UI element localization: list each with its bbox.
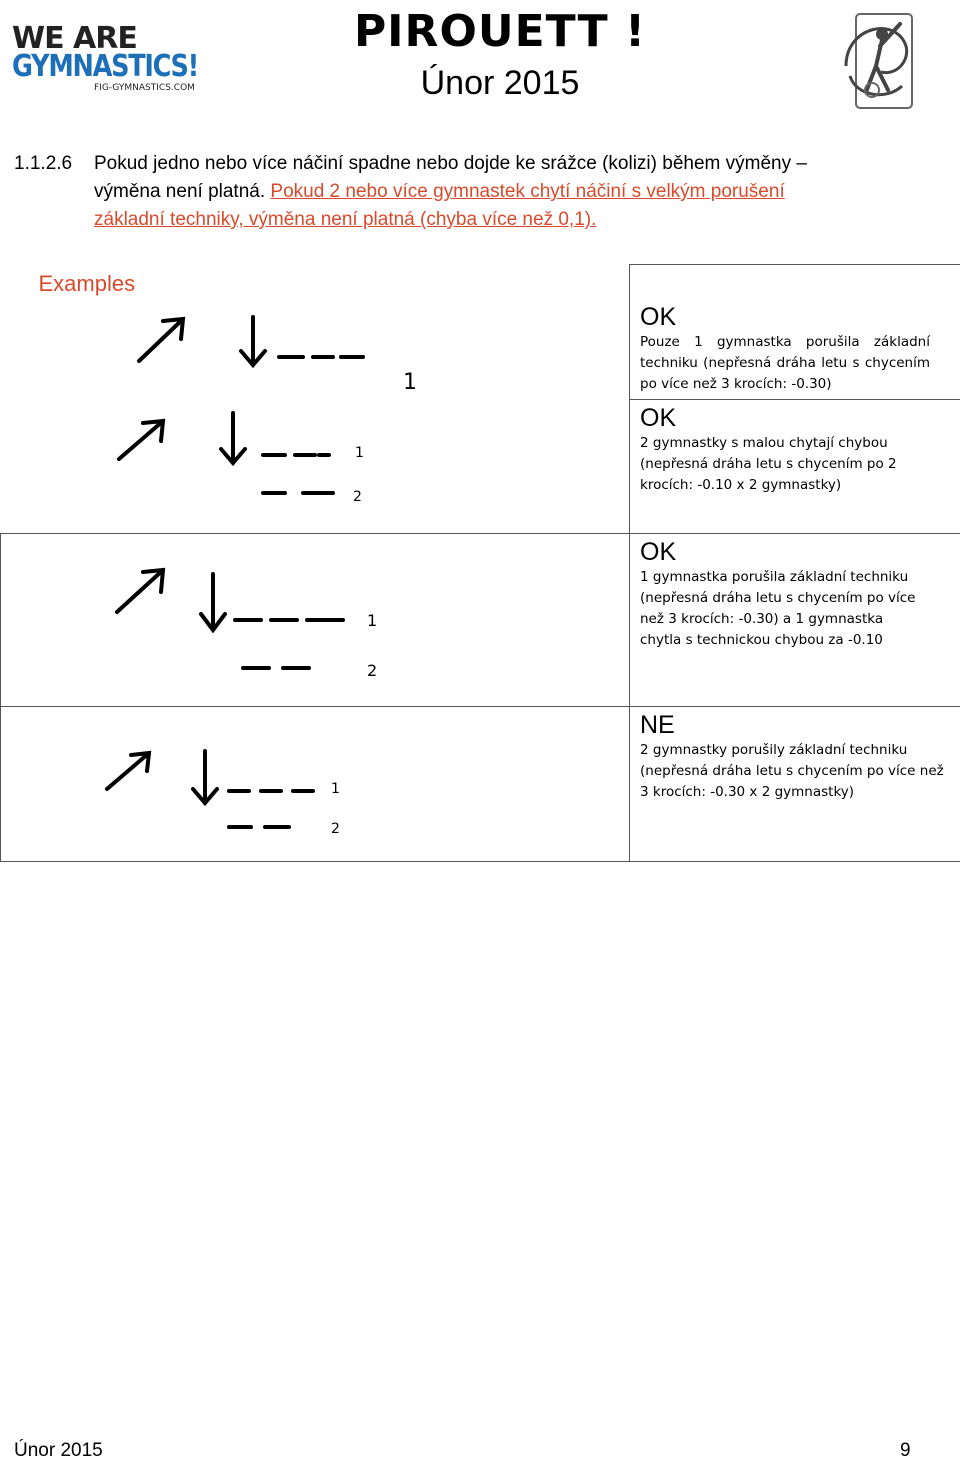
logo-line3: FIG-GYMNASTICS.COM xyxy=(94,83,195,93)
figure-label-b: 2 xyxy=(331,820,340,837)
figure-label-a: 1 xyxy=(354,444,364,461)
rule-text-part2: výměna není platná. xyxy=(94,181,266,202)
example-item xyxy=(630,265,960,400)
page-subtitle: Únor 2015 xyxy=(420,64,580,102)
example-item xyxy=(640,400,960,496)
rule-number: 1.1.2.6 xyxy=(14,153,73,174)
example-row xyxy=(1,265,960,534)
examples-table xyxy=(0,264,960,862)
rule-text-part1: Pokud jedno nebo více náčiní spadne nebo dojde ke srážce (kolizi) během výměny – xyxy=(94,153,807,174)
figure-label-b: 2 xyxy=(367,660,378,680)
exchange-diagram xyxy=(1,265,629,533)
examples-label: Examples xyxy=(38,270,136,296)
page-title: PIROUETT ! xyxy=(353,6,647,57)
example-row xyxy=(1,533,960,706)
example-figure-cell xyxy=(1,706,630,861)
rhythmic-gymnast-emblem-icon xyxy=(836,6,920,112)
logo-line2: GYMNASTICS! xyxy=(12,49,198,84)
verdict: NE xyxy=(640,710,675,739)
rule-paragraph xyxy=(14,150,914,234)
figure-label-top: 1 xyxy=(402,369,417,395)
we-are-gymnastics-logo xyxy=(10,22,200,97)
exchange-diagram xyxy=(1,707,629,861)
verdict-description: Pouze 1 gymnastka porušila základní techniku (nepřesná dráha letu s chycením po více než 3 krocích: -0.30) xyxy=(640,334,930,392)
logo-line1: WE ARE xyxy=(12,21,137,56)
figure-label-a: 1 xyxy=(367,610,378,630)
page-number: 9 xyxy=(900,1440,911,1461)
example-row xyxy=(1,706,960,861)
example-text-cell xyxy=(630,706,960,861)
verdict: OK xyxy=(640,404,677,432)
rule-text-underlined-a: Pokud 2 nebo více gymnastek chytí náčiní s velkým porušení xyxy=(270,181,785,202)
figure-label-a: 1 xyxy=(331,780,340,797)
example-text-cell xyxy=(630,533,960,706)
verdict-description: 1 gymnastka porušila základní techniku (nepřesná dráha letu s chycením po více než 3 krocích: -0.30) a 1 gymnastka chytla s technickou chybou za -0.10 xyxy=(640,568,916,648)
example-figure-cell xyxy=(1,265,630,534)
example-text-cell xyxy=(630,265,960,534)
figure-label-b: 2 xyxy=(352,488,362,505)
rule-text-underlined-b: základní techniky, výměna není platná (chyba více než 0,1). xyxy=(94,209,597,230)
verdict-description: 2 gymnastky s malou chytají chybou (nepřesná dráha letu s chycením po 2 krocích: -0.10 x 2 gymnastky) xyxy=(640,435,897,493)
verdict-description: 2 gymnastky porušily základní techniku (nepřesná dráha letu s chycením po více než 3 krocích: -0.30 x 2 gymnastky) xyxy=(640,741,944,800)
verdict: OK xyxy=(640,303,677,331)
footer-date: Únor 2015 xyxy=(14,1440,103,1461)
exchange-diagram xyxy=(1,534,629,706)
example-figure-cell xyxy=(1,533,630,706)
verdict: OK xyxy=(640,537,677,566)
